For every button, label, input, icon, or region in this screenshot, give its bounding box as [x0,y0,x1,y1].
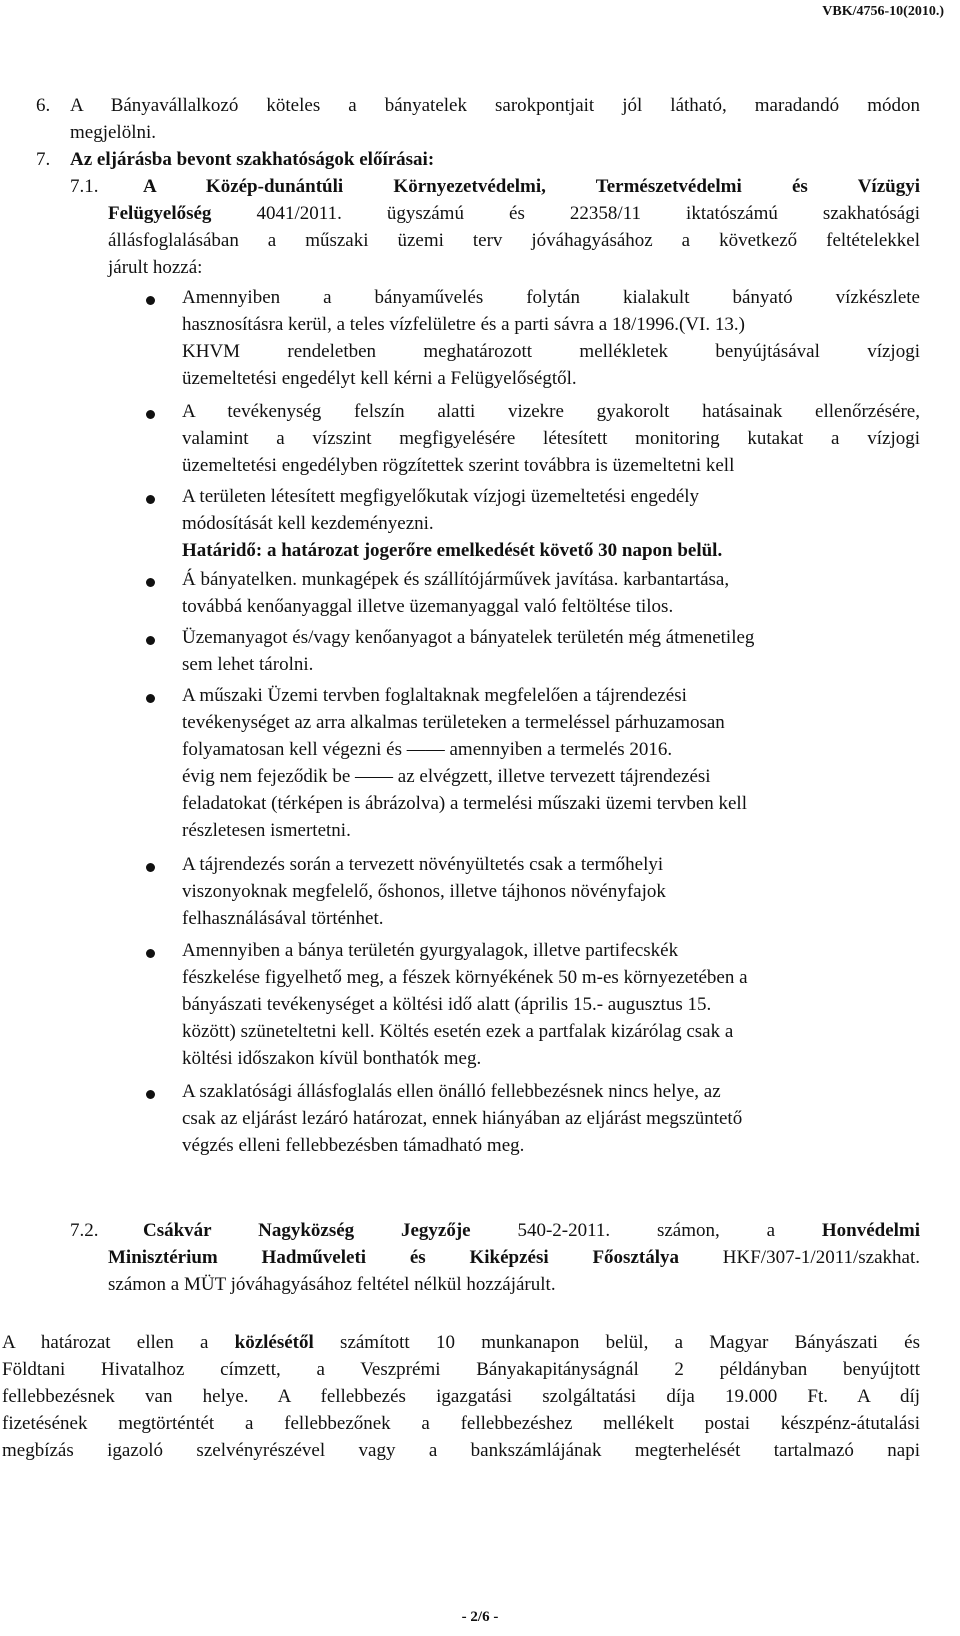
item-6-line-2: megjelölni. [70,122,157,143]
appeal-line-2: Földtani Hivatalhoz címzett, a Veszprémi Bányakapitányságnál 2 példányban benyújtott [2,1359,920,1380]
item-6-line-1: A Bányavállalkozó köteles a bányatelek sarokpontjait jól látható, maradandó módon [70,95,920,116]
bullet-icon [146,410,155,419]
bullet-9-line-3: végzés elleni fellebbezésben támadható meg. [182,1135,525,1156]
bullet-6-line-4: évig nem fejeződik be —— az elvégzett, illetve tervezett tájrendezési [182,766,711,787]
bullet-1-line-1: Amennyiben a bányaművelés folytán kialakult bányató vízkészlete [182,287,920,308]
notary-name: Csákvár Nagyközség Jegyzője [143,1220,471,1241]
document-reference-header: VBK/4756-10(2010.) [822,4,944,19]
item-7-number: 7. [36,149,51,170]
case-numbers: 4041/2011. ügyszámú és 22358/11 iktatószámú szakhatósági [256,203,921,224]
bullet-8-line-3: bányászati tevékenységet a költési idő alatt (április 15.- augusztus 15. [182,994,712,1015]
bullet-7-line-2: viszonyoknak megfelelő, őshonos, illetve tájhonos növényfajok [182,881,666,902]
bullet-2-line-1: A tevékenység felszín alatti vizekre gyakorolt hatásainak ellenőrzésére, [182,401,920,422]
item-7-1-line-3: állásfoglalásában a műszaki üzemi terv jóváhagyásához a következő feltételekkel [108,230,920,251]
bullet-icon [146,495,155,504]
bullet-8-line-2: fészkelése figyelhető meg, a fészek környékének 50 m-es környezetében a [182,967,748,988]
bullet-1-line-2: hasznosításra kerül, a teles vízfelületre és a parti sávra a 18/1996.(VI. 13.) [182,314,745,335]
bullet-1-line-3: KHVM rendeletben meghatározott mellékletek benyújtásával vízjogi [182,341,920,362]
authority-name-end: Felügyelőség [108,203,212,224]
page-number: - 2/6 - [461,1609,499,1625]
bullet-icon [146,578,155,587]
appeal-line-5: megbízás igazoló szelvényrészével vagy a bankszámlájának megterhelését tartalmazó napi [2,1440,920,1461]
bullet-icon [146,694,155,703]
bullet-3-line-1: A területen létesített megfigyelőkutak vízjogi üzemeltetési engedély [182,486,700,507]
bullet-8-line-1: Amennyiben a bánya területén gyurgyalagok, illetve partifecskék [182,940,679,961]
ministry-name-start: Honvédelmi [821,1220,921,1241]
bullet-5-line-1: Üzemanyagot és/vagy kenőanyagot a bányatelek területén még átmenetileg [182,627,755,648]
bullet-2-line-2: valamint a vízszint megfigyelésére létesített monitoring kutakat a vízjogi [182,428,920,449]
appeal-text: A határozat ellen a [2,1332,209,1353]
bullet-8-line-5: költési időszakon kívül bonthatók meg. [182,1048,482,1069]
bullet-6-line-2: tevékenységet az arra alkalmas területeken a termeléssel párhuzamosan [182,712,725,733]
bullet-8-line-4: között) szüneteltetni kell. Költés esetén ezek a partfalak kizárólag csak a [182,1021,734,1042]
bullet-7-line-3: felhasználásával történhet. [182,908,384,929]
bullet-icon [146,863,155,872]
bullet-2-line-3: üzemeltetési engedélyben rögzítettek szerint továbbra is üzemeltetni kell [182,455,735,476]
item-7-2-line-3: számon a MÜT jóváhagyásához feltétel nélkül hozzájárult. [108,1274,556,1295]
bullet-6-line-3: folyamatosan kell végezni és —— amennyiben a termelés 2016. [182,739,673,760]
bullet-icon [146,296,155,305]
appeal-line-3: fellebbezésnek van helye. A fellebbezés igazgatási szolgáltatási díja 19.000 Ft. A díj [2,1386,920,1407]
item-7-2-line-1 [143,1218,920,1245]
notary-case-number: 540-2-2011. számon, a [517,1220,776,1241]
item-7-1-line-1: A Közép-dunántúli Környezetvédelmi, Természetvédelmi és Vízügyi [143,176,920,197]
bullet-4-line-2: továbbá kenőanyaggal illetve üzemanyaggal való feltöltése tilos. [182,596,674,617]
ministry-name: Minisztérium Hadműveleti és Kiképzési Főosztálya [108,1247,679,1268]
deadline: Határidő: a határozat jogerőre emelkedését követő 30 napon belül. [182,540,723,561]
item-7-1-line-4: járult hozzá: [108,257,203,278]
bullet-9-line-2: csak az eljárást lezáró határozat, ennek hiányában az eljárást megszüntető [182,1108,743,1129]
bullet-3-line-2: módosítását kell kezdeményezni. [182,513,434,534]
appeal-emphasis: közlésétől [234,1332,314,1353]
bullet-1-line-4: üzemeltetési engedélyt kell kérni a Felügyelőségtől. [182,368,577,389]
bullet-7-line-1: A tájrendezés során a tervezett növényültetés csak a termőhelyi [182,854,664,875]
bullet-6-line-1: A műszaki Üzemi tervben foglaltaknak megfelelően a tájrendezési [182,685,687,706]
item-7-2-number: 7.2. [70,1220,99,1241]
appeal-line-4: fizetésének megtörténtét a fellebbezőnek a fellebbezéshez mellékelt postai készpénz-átutalási [2,1413,920,1434]
appeal-line-1 [2,1330,920,1357]
item-7-1-number: 7.1. [70,176,99,197]
bullet-4-line-1: Á bányatelken. munkagépek és szállítójárművek javítása. karbantartása, [182,569,730,590]
bullet-6-line-6: részletesen ismertetni. [182,820,351,841]
item-6-number: 6. [36,95,51,116]
appeal-text: számított 10 munkanapon belül, a Magyar Bányászati és [340,1332,921,1353]
bullet-icon [146,636,155,645]
bullet-5-line-2: sem lehet tárolni. [182,654,314,675]
item-7-title: Az eljárásba bevont szakhatóságok előírásai: [70,149,435,170]
ministry-case-number: HKF/307-1/2011/szakhat. [722,1247,920,1268]
item-7-2-line-2 [108,1245,920,1272]
bullet-6-line-5: feladatokat (térképen is ábrázolva) a termelési műszaki üzemi tervben kell [182,793,747,814]
item-7-1-line-2 [108,201,920,228]
bullet-icon [146,949,155,958]
bullet-9-line-1: A szaklatósági állásfoglalás ellen önálló fellebbezésnek nincs helye, az [182,1081,721,1102]
bullet-icon [146,1090,155,1099]
